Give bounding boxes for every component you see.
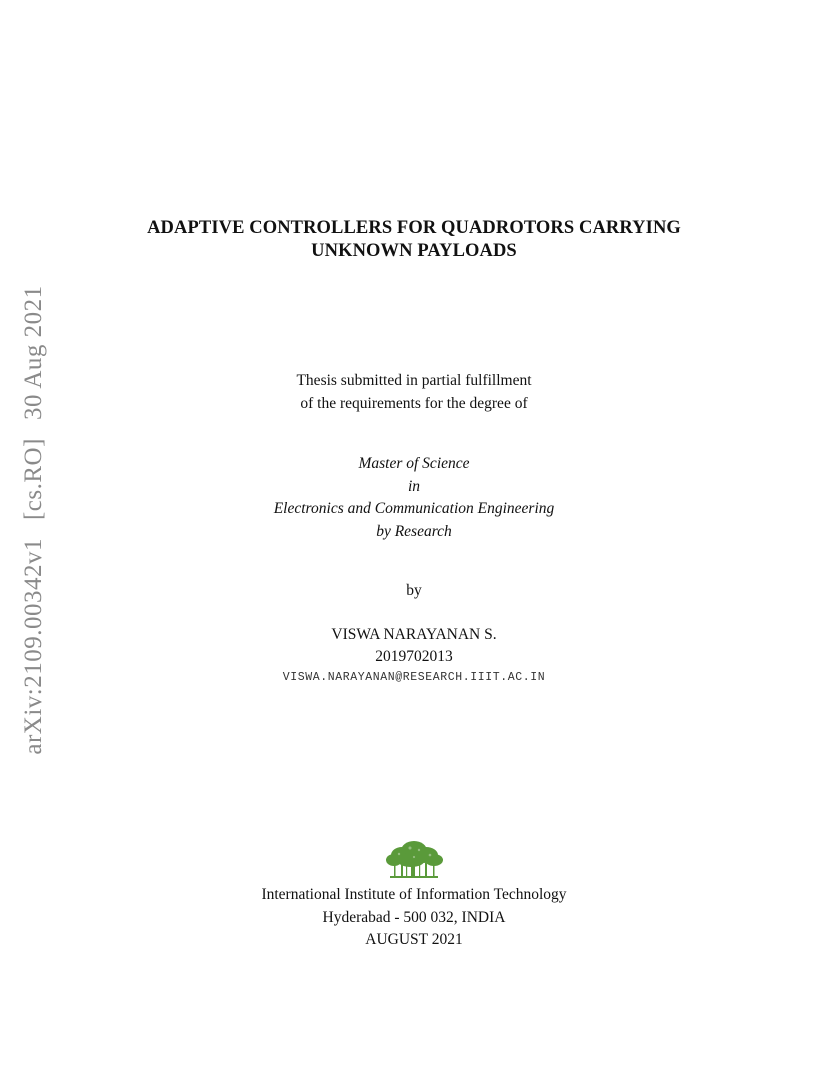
- degree-line-1: Master of Science: [358, 455, 470, 472]
- arxiv-date: 30 Aug 2021: [20, 285, 47, 421]
- by-label: by: [406, 582, 422, 599]
- author-name: VISWA NARAYANAN S.: [331, 626, 497, 643]
- submission-line-2: of the requirements for the degree of: [300, 395, 528, 412]
- arxiv-id: arXiv:2109.00342v1: [20, 538, 47, 755]
- author-roll-number: 2019702013: [375, 648, 453, 665]
- institution-name: International Institute of Information Technology: [261, 886, 567, 903]
- submission-date: AUGUST 2021: [365, 931, 463, 948]
- author-block: [0, 624, 828, 668]
- institution-block: [0, 884, 828, 952]
- submission-line-1: Thesis submitted in partial fulfillment: [296, 372, 532, 389]
- submission-statement: [0, 369, 828, 415]
- degree-line-2: in: [407, 477, 421, 495]
- arxiv-category: [cs.RO]: [20, 438, 47, 521]
- degree-line-4: by Research: [376, 522, 452, 540]
- degree-line-3: Electronics and Communication Engineering: [273, 500, 555, 517]
- title-line-2: UNKNOWN PAYLOADS: [311, 241, 517, 261]
- thesis-title: [0, 217, 828, 263]
- author-email: VISWA.NARAYANAN@RESEARCH.IIIT.AC.IN: [282, 671, 546, 684]
- tree-logo-icon: [384, 838, 444, 880]
- degree-block: [0, 453, 828, 543]
- title-line-1: ADAPTIVE CONTROLLERS FOR QUADROTORS CARRYING: [147, 218, 681, 238]
- institution-address: Hyderabad - 500 032, INDIA: [322, 908, 506, 926]
